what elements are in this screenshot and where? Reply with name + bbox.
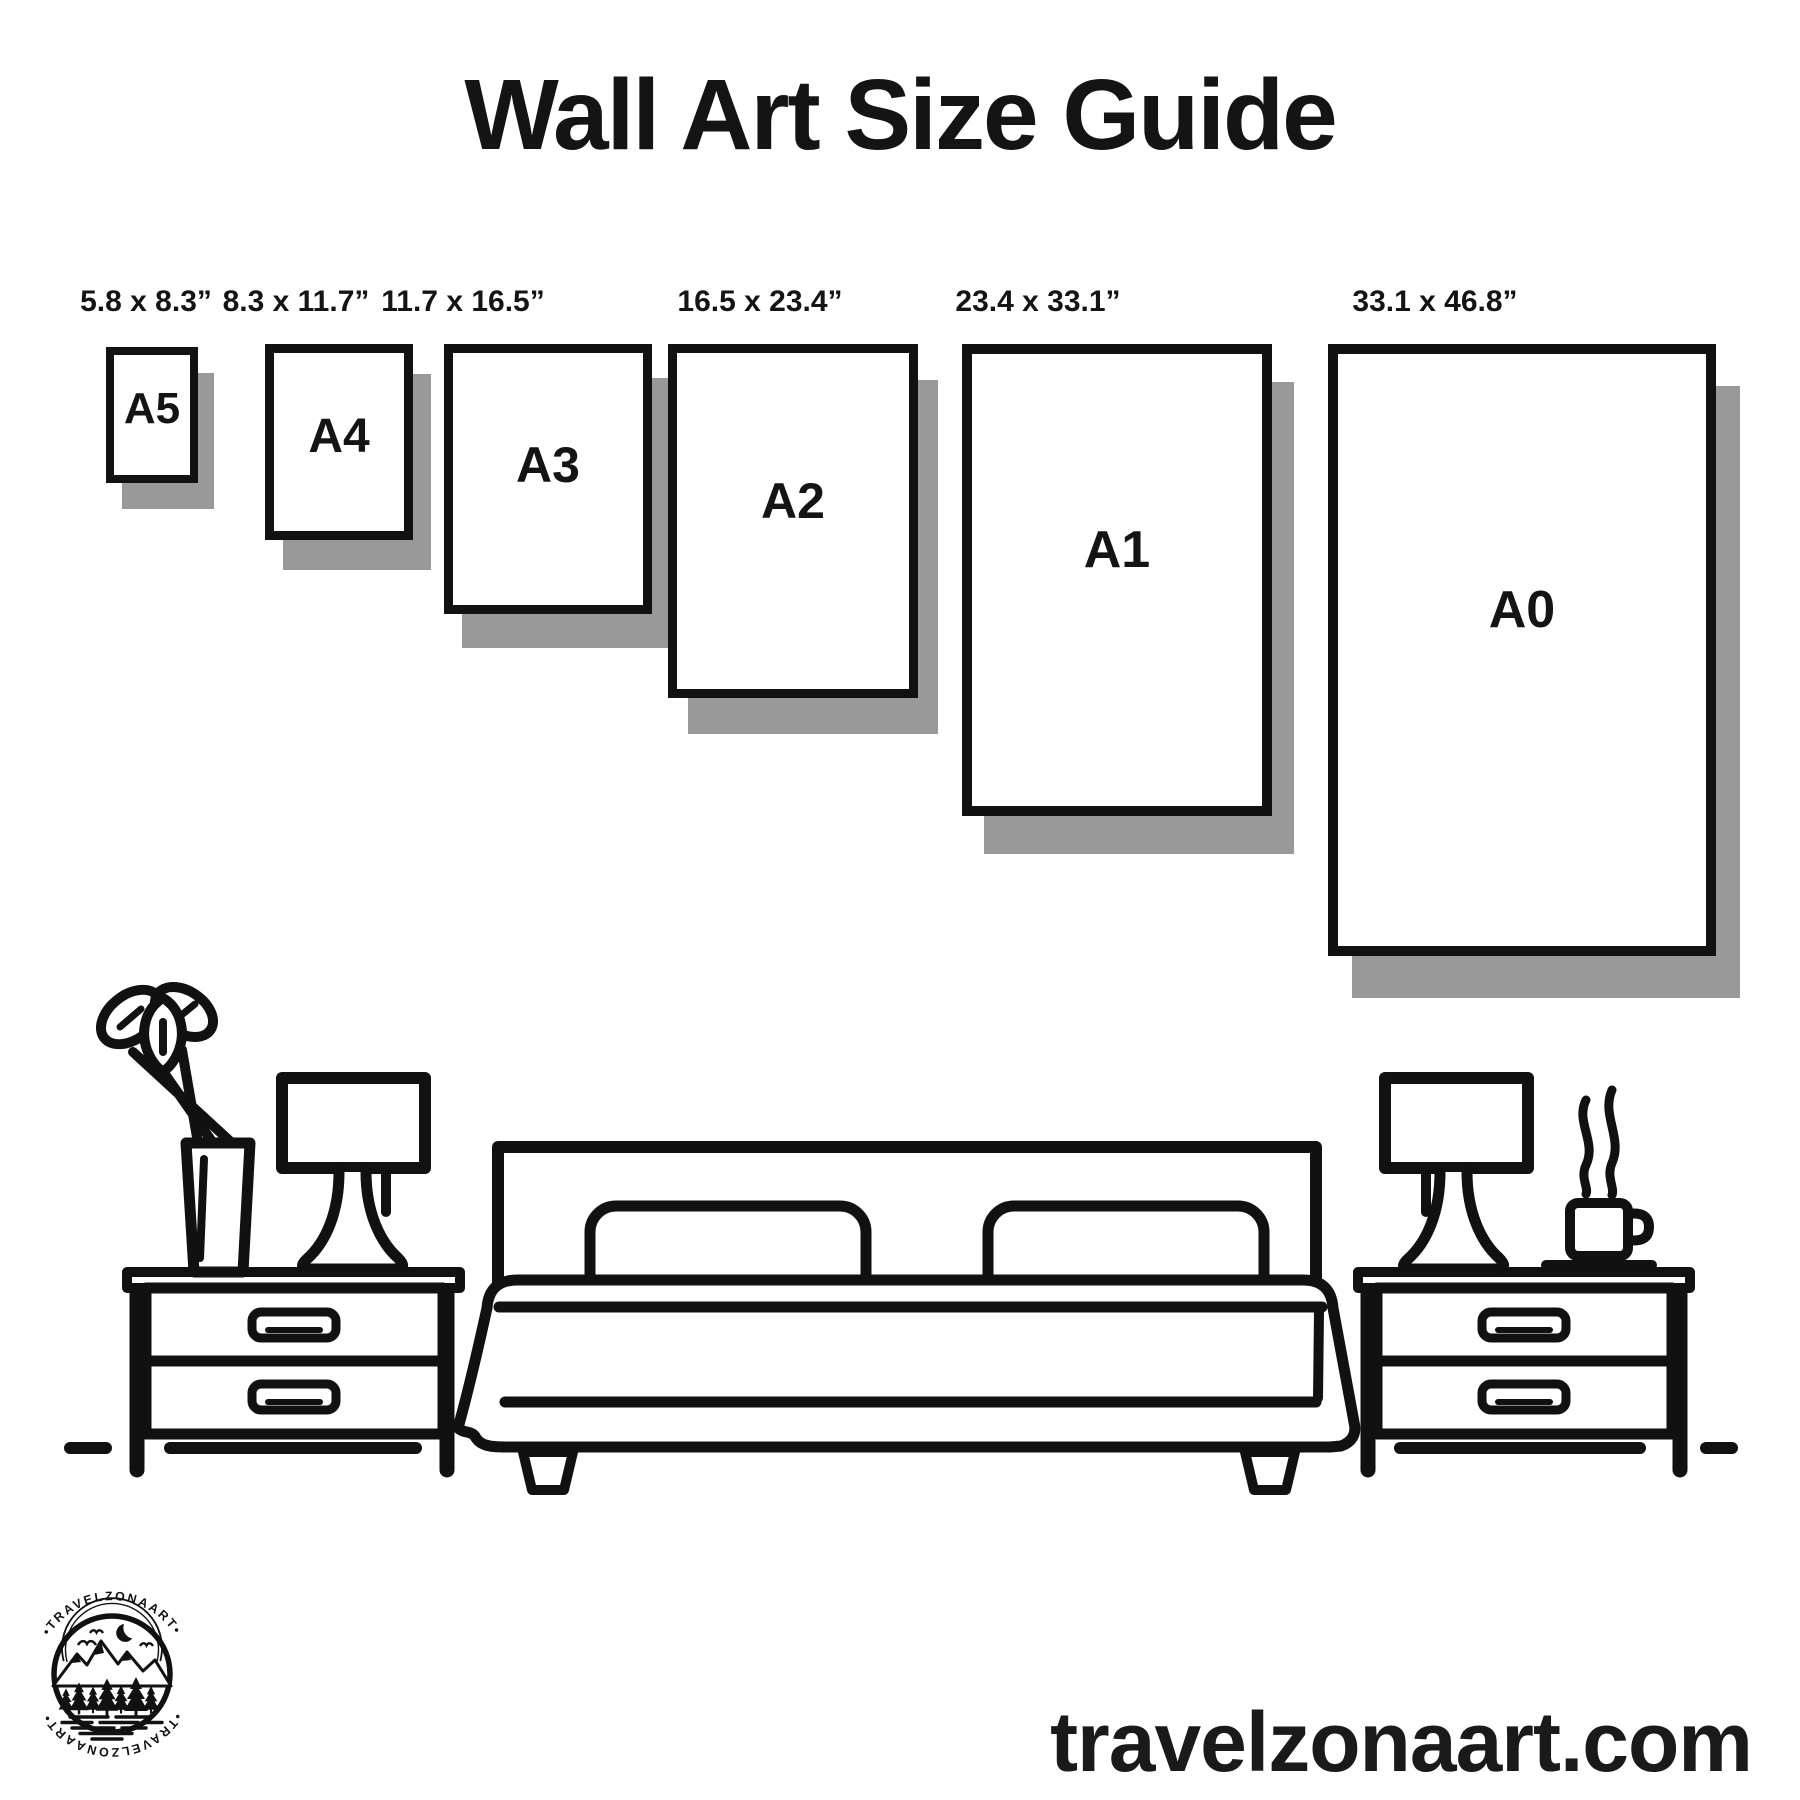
frame-code-a0: A0: [1488, 581, 1556, 639]
size-frame-a2: [668, 344, 918, 698]
size-label-a5: 5.8 x 8.3”: [80, 285, 212, 318]
frame-code-a2: A2: [761, 473, 825, 529]
bedroom-scene: [0, 960, 1800, 1580]
frame-code-a1: A1: [1083, 521, 1151, 579]
frame-code-a3: A3: [516, 437, 580, 493]
bed-icon: [458, 1147, 1355, 1490]
size-frame-a3: [444, 344, 652, 614]
page-title: Wall Art Size Guide: [464, 59, 1336, 171]
size-frame-a5: [106, 347, 198, 483]
nightstand-left-icon: [127, 1272, 460, 1470]
size-label-a3: 11.7 x 16.5”: [381, 285, 545, 318]
size-label-a1: 23.4 x 33.1”: [955, 285, 1121, 318]
bed-leg-right: [1245, 1452, 1295, 1490]
coffee-cup-icon: [1546, 1090, 1652, 1265]
plant-vase-icon: [91, 977, 250, 1272]
size-frame-a0: [1328, 344, 1716, 956]
brand-logo: [20, 1582, 204, 1766]
size-label-a4: 8.3 x 11.7”: [222, 285, 370, 318]
website-url: travelzonaart.com: [1050, 1695, 1752, 1789]
bed-leg-left: [523, 1452, 573, 1490]
frame-code-a4: A4: [308, 409, 370, 463]
table-lamp-left-icon: [282, 1078, 425, 1269]
size-label-a2: 16.5 x 23.4”: [677, 285, 843, 318]
steam-icon: [1583, 1100, 1589, 1194]
size-frame-a4: [265, 344, 413, 540]
size-label-a0: 33.1 x 46.8”: [1352, 285, 1518, 318]
table-lamp-right-icon: [1385, 1078, 1528, 1269]
logo-arc-text-top: •TRAVELZONAART•: [39, 1589, 185, 1638]
size-frame-a1: [962, 344, 1272, 816]
frame-code-a5: A5: [123, 384, 181, 433]
nightstand-right-icon: [1358, 1272, 1690, 1470]
logo-arc-text-bottom: •TRAVELZONAART•: [39, 1710, 185, 1760]
